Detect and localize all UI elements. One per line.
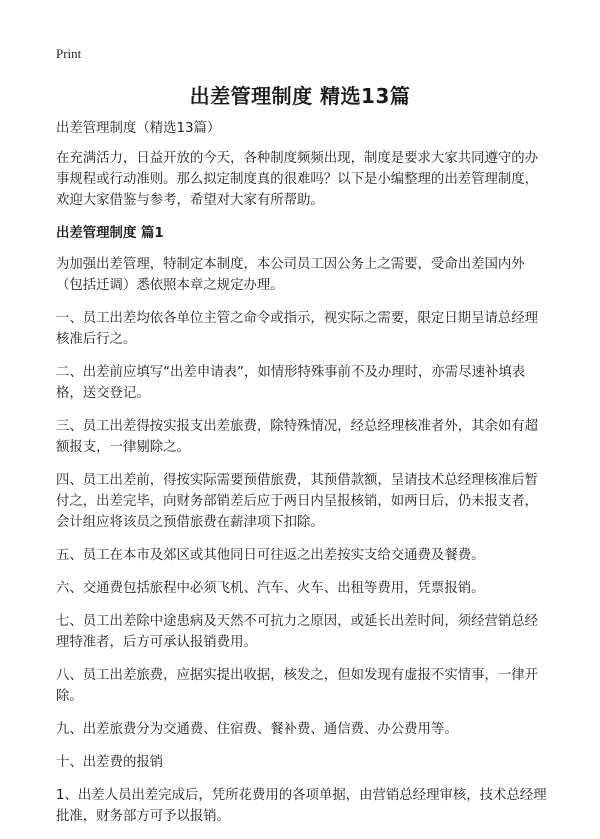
print-link[interactable]: Print [56,46,82,61]
paragraph-item-5: 五、员工在本市及郊区或其他同日可往返之出差按实支给交通费及餐费。 [56,548,485,563]
paragraph-item-7: 七、员工出差除中途患病及天然不可抗力之原因，或延长出差时间，须经营销总经理特准者，后方可承认报销费用。 [56,614,539,650]
paragraph-item-10-1: 1、出差人员出差完成后，凭所花费用的各项单据，由营销总经理审核，技术总经理批准，财务部方可予以报销。 [56,788,547,824]
section-heading: 出差管理制度 篇1 [56,226,164,241]
document-body [56,118,548,839]
paragraph-item-4: 四、员工出差前，得按实际需要预借旅费，其预借款额，呈请技术总经理核准后暂付之，出差完毕，向财务部销差后应于两日内呈报核销，如两日后，仍未报支者，会计组应将该员之预借旅费在薪津项下扣除。 [56,473,539,530]
paragraph-item-3: 三、员工出差得按实报支出差旅费，除特殊情况，经总经理核准者外，其余如有超额报支，一律剔除之。 [56,419,539,455]
paragraph-item-8: 八、员工出差旅费，应据实提出收据，核发之，但如发现有虚报不实情事，一律开除。 [56,668,539,704]
paragraph-item-1: 一、员工出差均依各单位主管之命令或指示，视实际之需要，限定日期呈请总经理核准后行之。 [56,311,539,347]
paragraph-item-2: 二、出差前应填写“出差申请表”，如情形特殊事前不及办理时，亦需尽速补填表格，送交登记。 [56,365,526,401]
paragraph-item-10: 十、出差费的报销 [56,755,164,770]
intro-paragraph: 在充满活力，日益开放的今天，各种制度频频出现，制度是要求大家共同遵守的办事规程或行动准则。那么拟定制度真的很难吗？以下是小编整理的出差管理制度，欢迎大家借鉴与参考，希望对大家有所帮助。 [56,151,539,208]
paragraph-item-6: 六、交通费包括旅程中必须飞机、汽车、火车、出租等费用，凭票报销。 [56,581,485,596]
paragraph-item-9: 九、出差旅费分为交通费、住宿费、餐补费、通信费、办公费用等。 [56,722,458,737]
paragraph-preamble: 为加强出差管理，特制定本制度，本公司员工因公务上之需要，受命出差国内外（包括迁调）悉依照本章之规定办理。 [56,257,525,293]
document-subtitle: 出差管理制度（精选13篇） [56,121,221,136]
page-title: 出差管理制度 精选13篇 [189,84,411,108]
